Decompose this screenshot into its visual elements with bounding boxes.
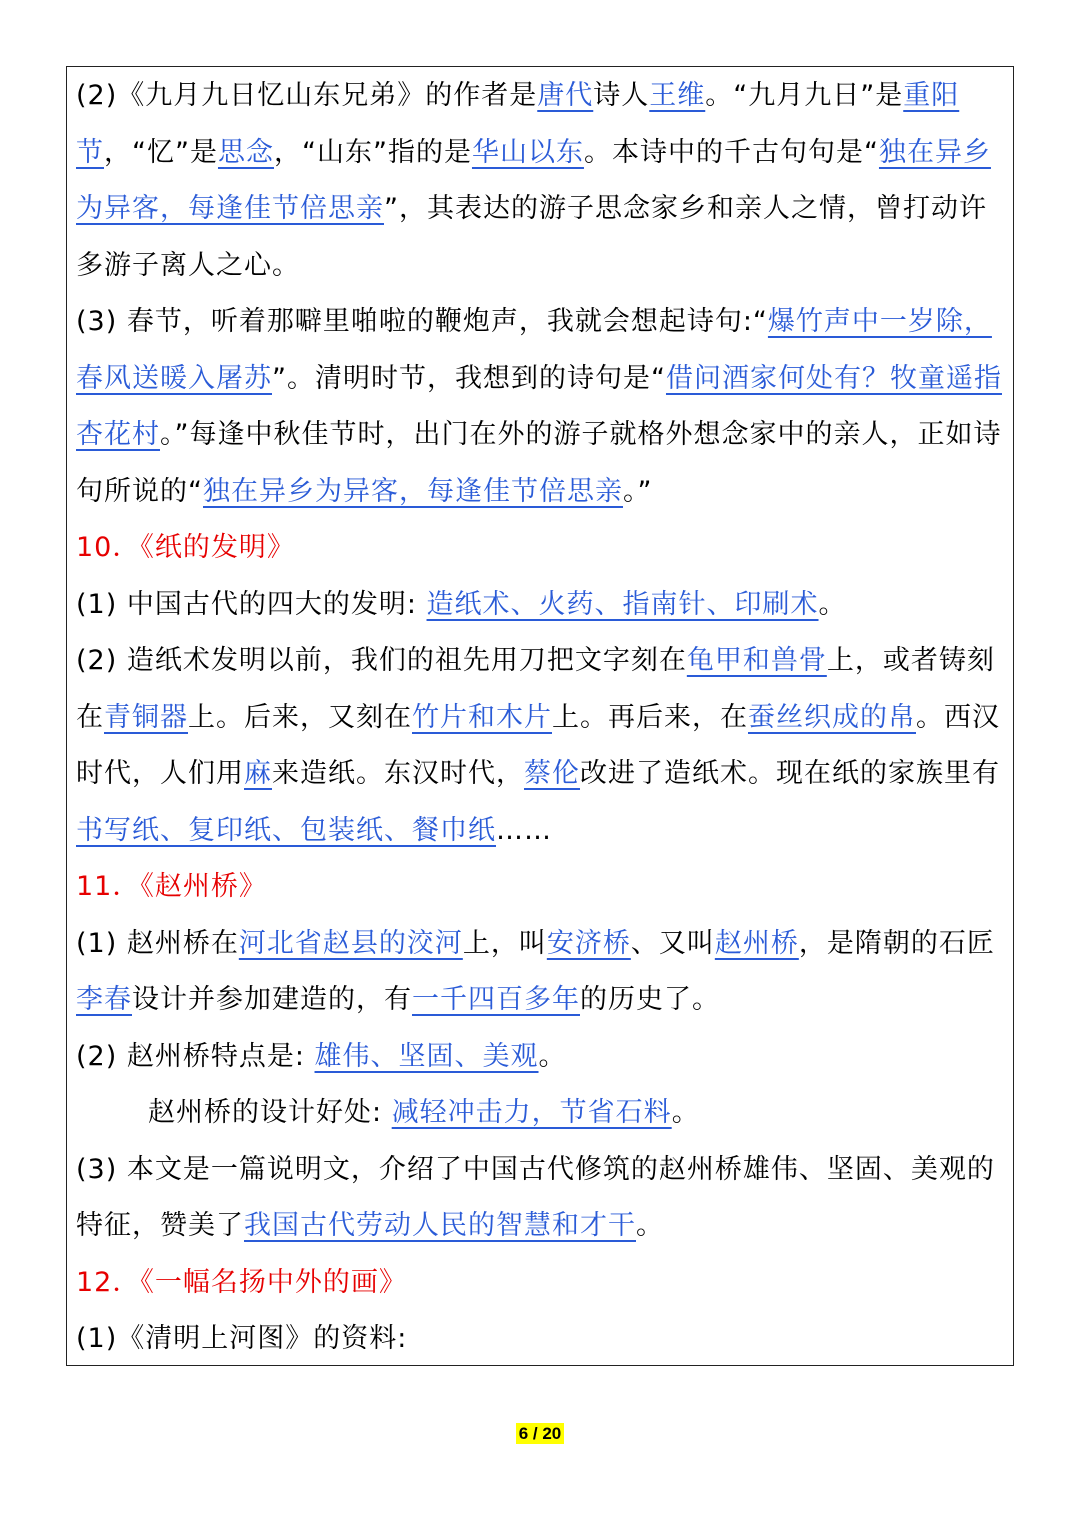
text: (1) 中国古代的四大的发明: <box>76 588 427 620</box>
answer: 重阳节 <box>76 80 960 168</box>
q9-3-paragraph <box>76 294 1008 520</box>
answer: 蚕丝织成的帛 <box>748 701 916 733</box>
answer: 雄伟、坚固、美观 <box>314 1040 539 1072</box>
text: 。 <box>671 1097 700 1128</box>
q11-1-paragraph <box>76 916 1008 1029</box>
text: (1) 赵州桥在 <box>76 927 239 959</box>
answer: 河北省赵县的洨河 <box>238 927 463 959</box>
q11-3-paragraph <box>76 1142 1008 1255</box>
answer: 李春 <box>76 984 132 1015</box>
text: 上，或者铸刻在 <box>76 645 995 733</box>
text: 。”每逢中秋佳节时，出门在外的游子就格外想念家中的亲人，正如诗句所说的“ <box>76 419 1002 507</box>
answer: 王维 <box>649 80 706 111</box>
text: 。本诗中的千古句句是“ <box>583 136 879 168</box>
text: 设计并参加建造的，有 <box>132 984 412 1015</box>
answer: 赵州桥 <box>714 927 799 959</box>
answer: 减轻冲击力，节省石料 <box>391 1097 672 1128</box>
q11-2-paragraph <box>76 1029 1008 1086</box>
text: …… <box>496 814 552 846</box>
text: 。 <box>818 588 847 620</box>
q11-2b-paragraph <box>76 1085 1008 1142</box>
text: 诗人 <box>593 80 650 111</box>
answer: 独在异乡为异客，每逢佳节倍思亲 <box>203 475 623 507</box>
text: ”。清明时节，我想到的诗句是“ <box>272 362 666 394</box>
text: (2) 造纸术发明以前，我们的祖先用刀把文字刻在 <box>76 645 687 676</box>
q9-2-paragraph <box>76 68 1008 294</box>
page-content <box>76 68 1008 1368</box>
answer: 麻 <box>244 758 272 789</box>
text: 。 <box>538 1040 567 1072</box>
text: (3) 春节，听着那噼里啪啦的鞭炮声，我就会想起诗句:“ <box>76 306 768 337</box>
answer: 一千四百多年 <box>412 984 580 1015</box>
answer: 青铜器 <box>104 701 188 733</box>
answer: 书写纸、复印纸、包装纸、餐巾纸 <box>76 814 496 846</box>
answer: 华山以东 <box>471 136 584 168</box>
answer: 造纸术、火药、指南针、印刷术 <box>426 588 819 620</box>
text: 。 <box>636 1210 664 1241</box>
q10-1-paragraph <box>76 577 1008 634</box>
answer: 独在异乡为异客，每逢佳节倍思亲 <box>76 136 991 224</box>
answer: 借问酒家何处有？牧童遥指杏花村 <box>76 362 1002 450</box>
text: (2)《九月九日忆山东兄弟》的作者是 <box>76 80 538 111</box>
section-heading-12: 12．《一幅名扬中外的画》 <box>76 1266 407 1298</box>
answer: 竹片和木片 <box>412 701 552 733</box>
answer: 龟甲和兽骨 <box>686 645 827 676</box>
answer: 爆竹声中一岁除，春风送暖入屠苏 <box>76 306 992 394</box>
text: (3) 本文是一篇说明文，介绍了中国古代修筑的赵州桥雄伟、坚固、美观的特征，赞美了 <box>76 1153 995 1241</box>
text: 上。后来，又刻在 <box>188 701 412 733</box>
text: ”，其表达的游子思念家乡和亲人之情，曾打动许多游子离人之心。 <box>76 193 987 281</box>
text: 改进了造纸术。现在纸的家族里有 <box>580 758 1000 789</box>
text: ，“忆”是 <box>104 136 218 168</box>
answer: 我国古代劳动人民的智慧和才干 <box>244 1210 636 1241</box>
section-heading-11: 11．《赵州桥》 <box>76 871 267 902</box>
answer: 唐代 <box>537 80 594 111</box>
answer: 安济桥 <box>546 927 631 959</box>
text: 上。再后来，在 <box>552 701 748 733</box>
text: 上，叫 <box>462 927 547 959</box>
text: 。西汉时代，人们用 <box>76 701 1000 789</box>
text: 来造纸。东汉时代， <box>272 758 524 789</box>
text: (2) 赵州桥特点是: <box>76 1040 315 1072</box>
page-number <box>0 1424 1080 1444</box>
text: 赵州桥的设计好处: <box>148 1097 392 1128</box>
page-number-label: 6 / 20 <box>516 1423 565 1444</box>
text: 的历史了。 <box>580 984 720 1015</box>
text: 。” <box>623 475 653 507</box>
q10-2-paragraph <box>76 633 1008 859</box>
text: 。“九月九日”是 <box>705 80 904 111</box>
text: 、又叫 <box>630 927 715 959</box>
answer: 蔡伦 <box>524 758 580 789</box>
text: ，是隋朝的石匠 <box>798 927 995 959</box>
section-heading-10: 10．《纸的发明》 <box>76 532 295 563</box>
answer: 思念 <box>217 136 274 168</box>
q12-1-paragraph: (1)《清明上河图》的资料: <box>76 1323 408 1354</box>
text: ，“山东”指的是 <box>273 136 472 168</box>
